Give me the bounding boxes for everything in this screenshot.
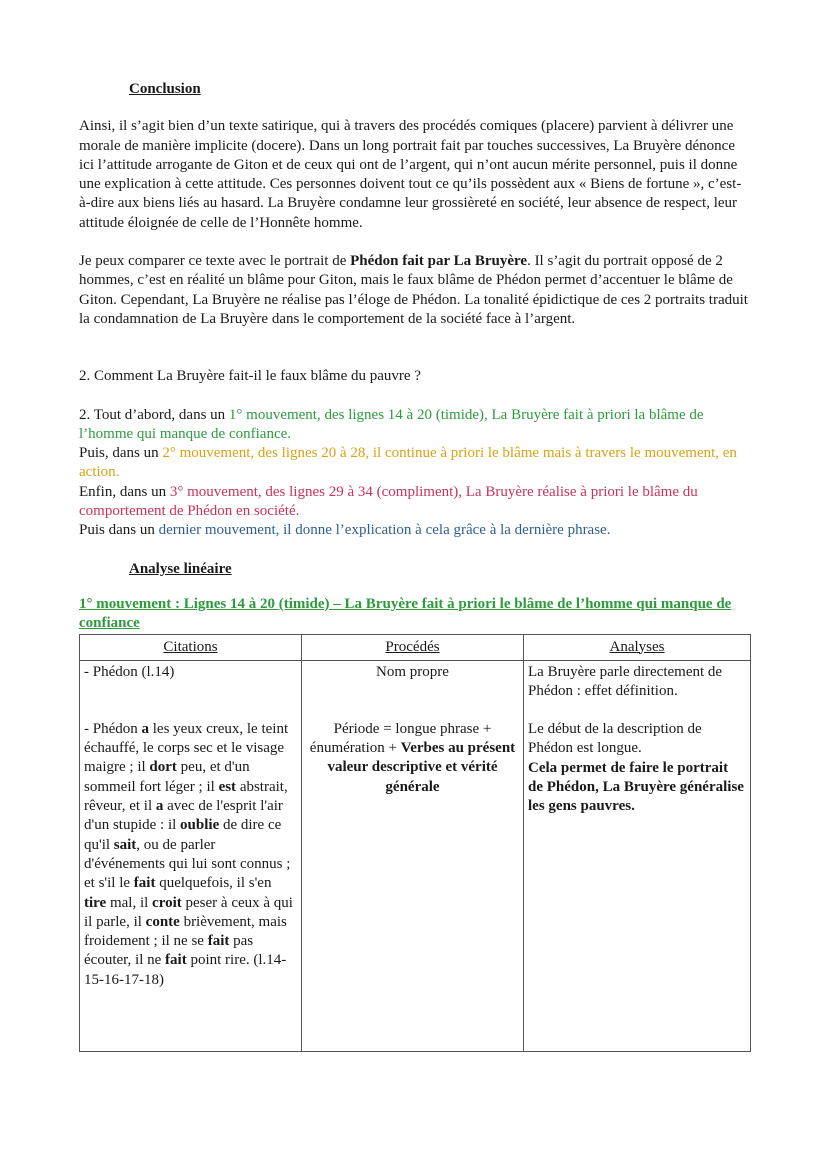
plan-line-4-intro: Puis dans un: [79, 522, 159, 539]
plan-line-1-intro: 2. Tout d’abord, dans un: [79, 406, 229, 423]
plan-line-2-movement: 2° mouvement, des lignes 20 à 28, il continue à priori le blâme mais à travers le mouvement, en action.: [79, 445, 737, 481]
citation-phedon-portrait: - Phédon a les yeux creux, le teint échauffé, le corps sec et le visage maigre ; il dort peu, et d'un sommeil fort léger ; il est abstrait, rêveur, et il a avec de l'esprit l'air d'un stupide : il oublie de dire ce qu'il sait, ou de parler d'événements qui lui sont connus ; et s'il le fait quelquefois, il s'en tire mal, il croit peser à ceux à qui il parle, il conte brièvement, mais froidement ; il ne se fait pas écouter, il ne fait point rire. (l.14-15-16-17-18): [84, 720, 293, 988]
procede-nom-propre: Nom propre: [376, 663, 449, 680]
plan-line-1-movement: 1° mouvement, des lignes 14 à 20 (timide), La Bruyère fait à priori la blâme de l’homme qui manque de confiance.: [79, 406, 704, 442]
header-procedes: Procédés: [302, 634, 524, 660]
citation-cell: [80, 660, 302, 1051]
analyse-definition: La Bruyère parle directement de Phédon : effet définition.: [528, 663, 723, 699]
analyse-conclusion: Cela permet de faire le portrait de Phédon, La Bruyère généralise les gens pauvres.: [528, 759, 744, 815]
plan-line-2-intro: Puis, dans un: [79, 445, 163, 462]
procede-periode: Période = longue phrase + énumération + Verbes au présent valeur descriptive et vérité générale: [309, 720, 516, 795]
plan-line-3-intro: Enfin, dans un: [79, 483, 170, 500]
table-row: [80, 660, 751, 1051]
movement-1-title: 1° mouvement : Lignes 14 à 20 (timide) – La Bruyère fait à priori le blâme de l’homme qui manque de confiance: [79, 595, 732, 632]
plan-line-2: [79, 444, 751, 483]
plan-line-4: [79, 521, 751, 540]
question-line: 2. Comment La Bruyère fait-il le faux blâme du pauvre ?: [79, 368, 421, 385]
header-citations: Citations: [80, 634, 302, 660]
plan-line-3-movement: 3° mouvement, des lignes 29 à 34 (compliment), La Bruyère réalise à priori le blâme du comportement de Phédon en société.: [79, 483, 698, 520]
header-analyses: Analyses: [524, 634, 751, 660]
document-page: [79, 80, 751, 1052]
analysis-table: [79, 634, 751, 1052]
analyse-heading: Analyse linéaire: [129, 560, 232, 577]
plan-line-3: [79, 483, 751, 522]
comparison-bold: Phédon fait par La Bruyère: [350, 253, 528, 270]
comparison-paragraph: [79, 252, 751, 329]
comparison-text-end: . Il s’agit du portrait opposé de 2 hommes, c’est en réalité un blâme pour Giton, mais le faux blâme de Phédon permet d’accentuer le blâme de Giton. Cependant, La Bruyère ne réalise pas l’éloge de Phédon. La tonalité épidictique de ces 2 portraits traduit la condamnation de La Bruyère dans le comportement de la société face à l’argent.: [79, 253, 748, 327]
plan-line-1: [79, 406, 751, 445]
procede-cell: [302, 660, 524, 1051]
comparison-text-start: Je peux comparer ce texte avec le portrait de: [79, 253, 351, 270]
plan-line-4-movement: dernier mouvement, il donne l’explication à cela grâce à la dernière phrase.: [158, 522, 611, 539]
analyse-description: Le début de la description de Phédon est longue.: [528, 721, 702, 757]
movement-plan: [79, 406, 751, 541]
table-header-row: [80, 634, 751, 660]
analyse-cell: [524, 660, 751, 1051]
conclusion-heading: Conclusion: [129, 81, 201, 97]
citation-phedon-name: - Phédon (l.14): [84, 663, 175, 680]
conclusion-paragraph: Ainsi, il s’agit bien d’un texte satirique, qui à travers des procédés comiques (placere) parvient à délivrer une morale de manière implicite (docere). Dans un long portrait fait par touches successives, La Bruyère dénonce ici l’attitude arrogante de Giton et de ceux qui ont de l’argent, qui n’ont aucun mérite personnel, puis il donne une explication à cette attitude. Ces personnes doivent tout ce qu’ils possèdent aux « Biens de fortune », c’est-à-dire aux biens liés au hasard. La Bruyère condamne leur grossièreté en société, leur absence de respect, leur attitude éloignée de celle de l’Honnête homme.: [79, 118, 742, 231]
